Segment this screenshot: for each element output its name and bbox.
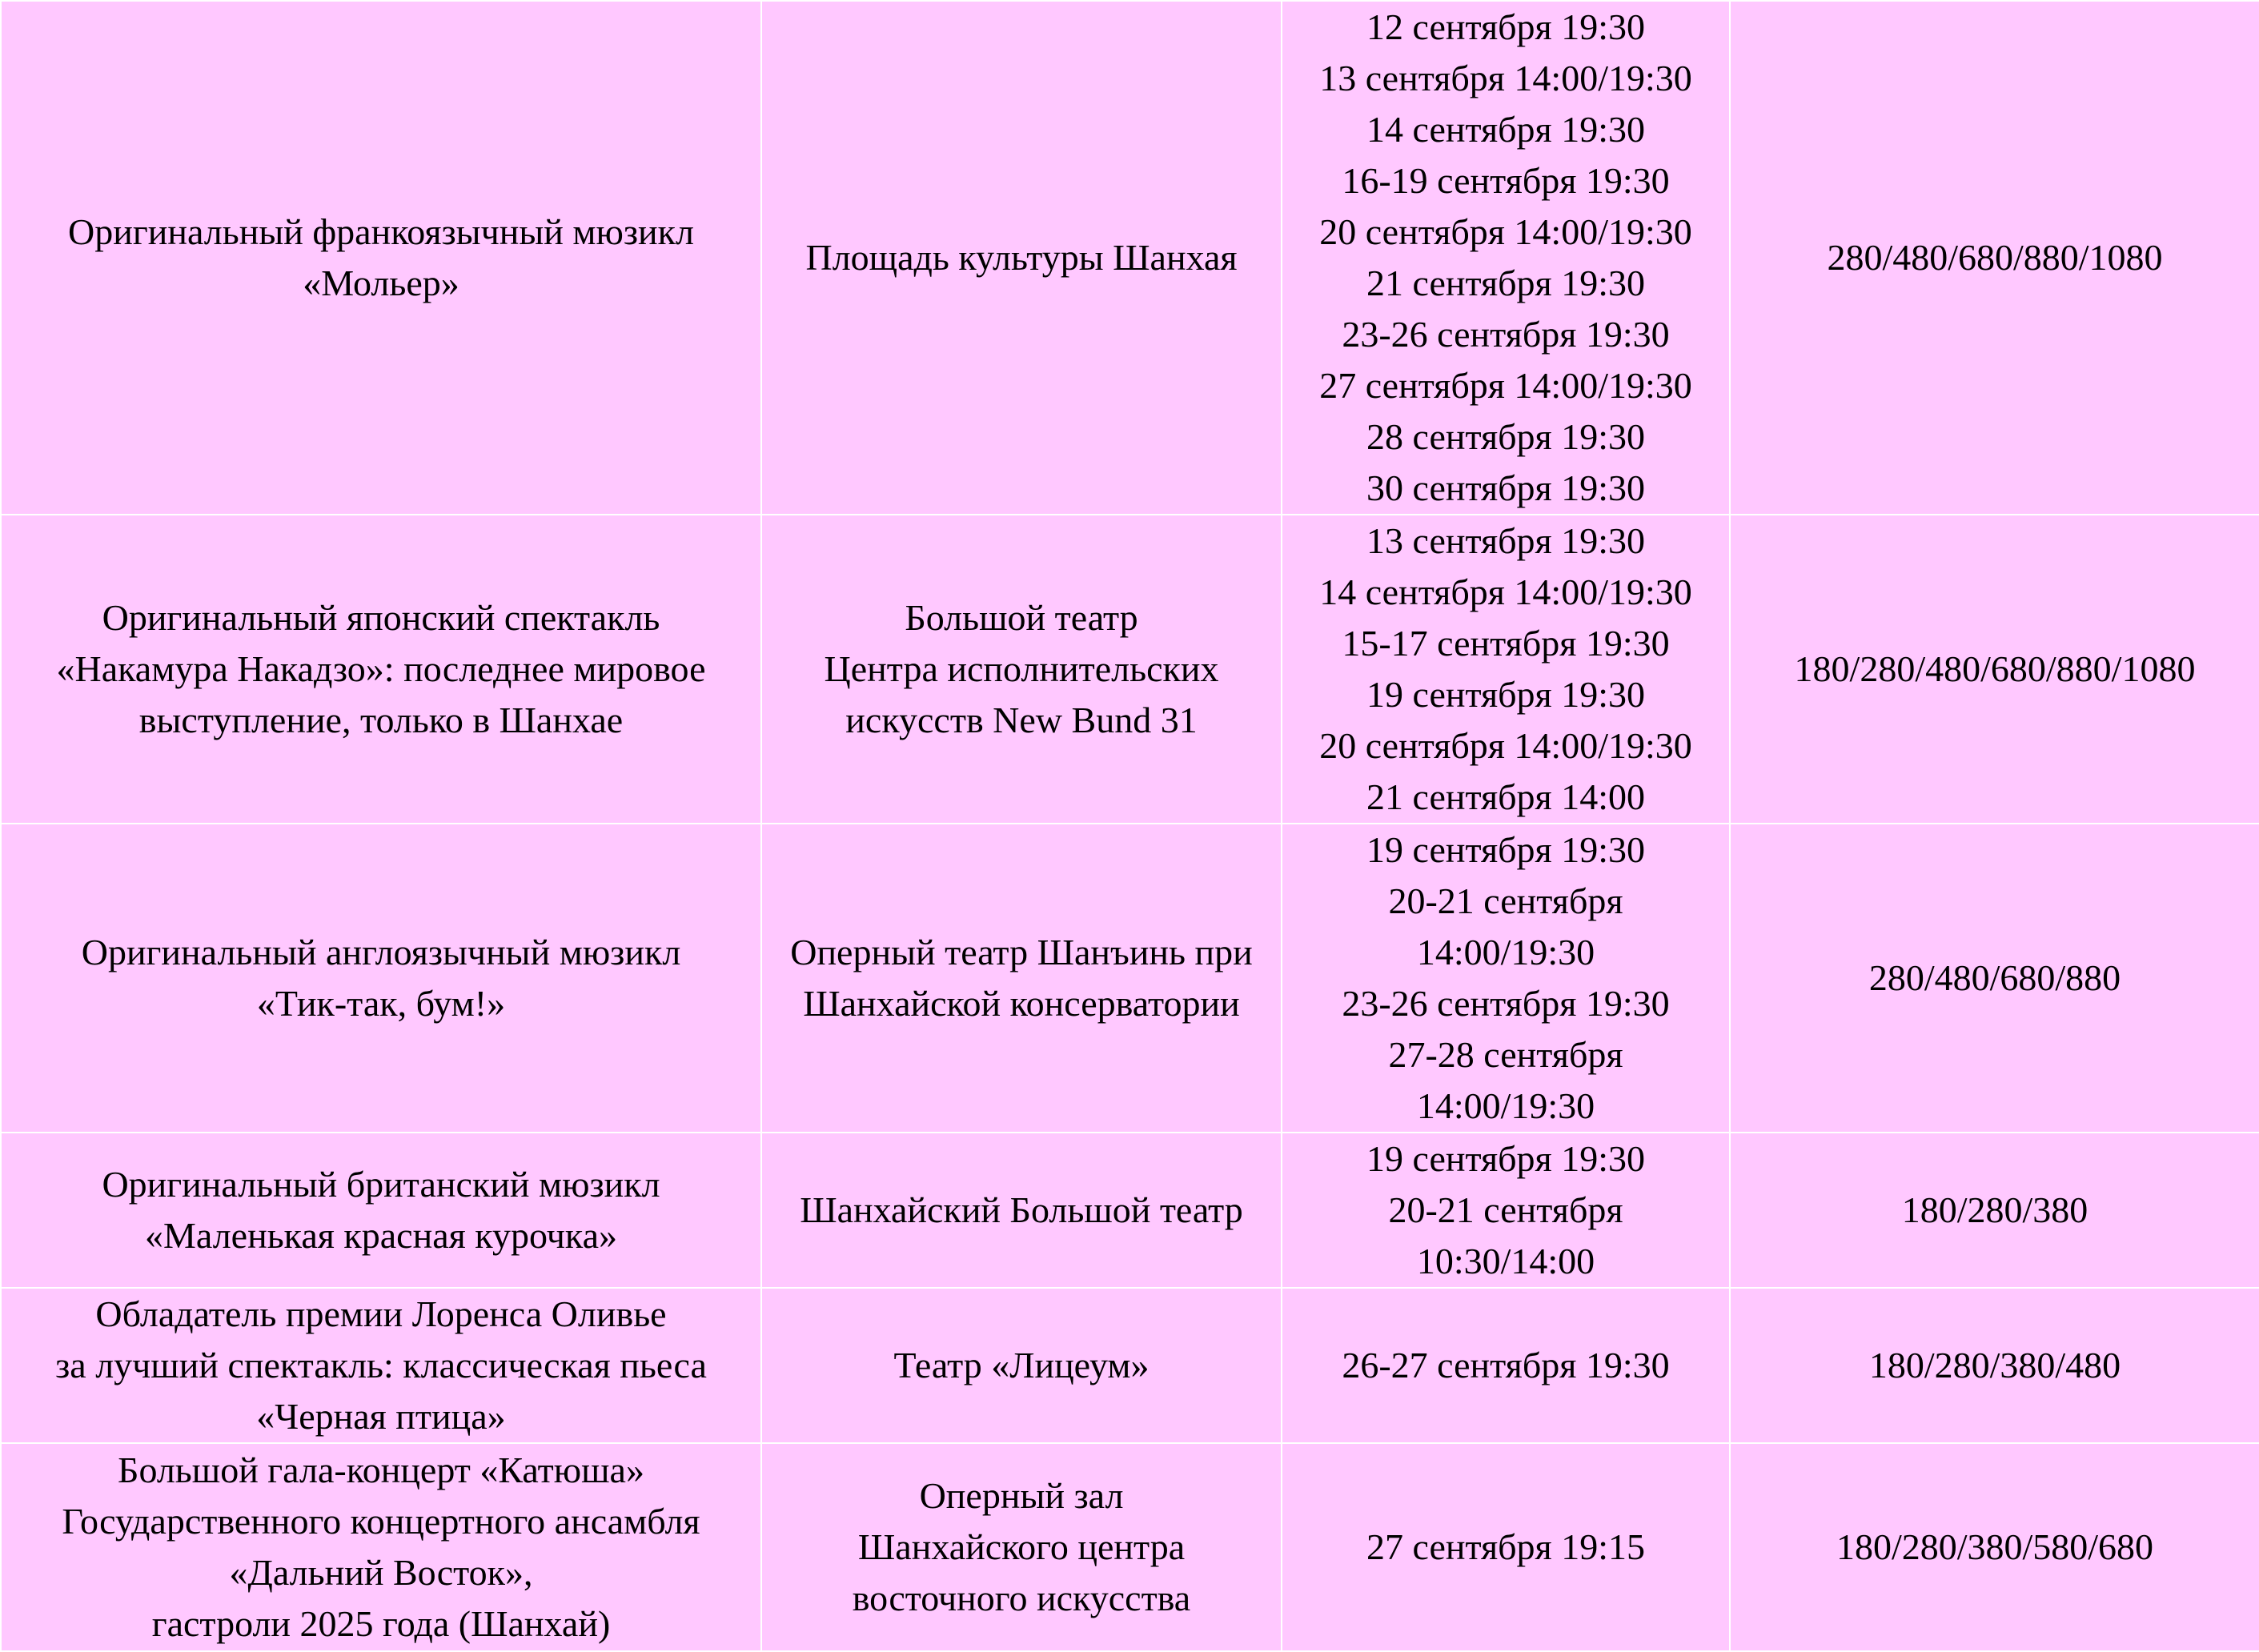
date-line: 23-26 сентября 19:30: [1342, 983, 1670, 1024]
date-line: 12 сентября 19:30: [1366, 6, 1645, 47]
table-row: [1, 1, 2259, 515]
date-line: 27-28 сентября: [1388, 1034, 1623, 1075]
date-line: 30 сентября 19:30: [1366, 467, 1645, 508]
venue-line: восточного искусства: [852, 1578, 1191, 1618]
date-line: 19 сентября 19:30: [1366, 674, 1645, 715]
title-line: «Мольер»: [303, 263, 459, 303]
price-text: 280/480/680/880/1080: [1827, 237, 2163, 278]
title-line: Государственного концертного ансамбля: [62, 1501, 700, 1542]
prices-cell: [1730, 515, 2259, 824]
venue-line: Шанхайской консерватории: [803, 983, 1240, 1024]
title-line: «Черная птица»: [256, 1396, 506, 1437]
title-line: Оригинальный англоязычный мюзикл: [81, 932, 681, 972]
title-line: Большой гала-концерт «Катюша»: [118, 1450, 644, 1490]
title-line: «Накамура Накадзо»: последнее мировое: [56, 648, 706, 689]
prices-cell: [1730, 1133, 2259, 1288]
title-line: «Маленькая красная курочка»: [144, 1215, 617, 1256]
venue-cell: [761, 1133, 1282, 1288]
performance-title-cell: [1, 1133, 761, 1288]
price-text: 180/280/380: [1901, 1189, 2088, 1230]
date-line: 27 сентября 19:15: [1366, 1526, 1645, 1567]
venue-line: Центра исполнительских: [824, 648, 1219, 689]
table-row: [1, 1288, 2259, 1443]
date-line: 14:00/19:30: [1416, 932, 1595, 972]
dates-cell: [1282, 1443, 1730, 1651]
venue-cell: [761, 1288, 1282, 1443]
date-line: 14 сентября 19:30: [1366, 109, 1645, 150]
venue-line: Большой театр: [905, 597, 1138, 638]
title-line: выступление, только в Шанхае: [138, 700, 624, 740]
date-line: 20 сентября 14:00/19:30: [1319, 725, 1692, 766]
performance-title-cell: [1, 824, 761, 1133]
dates-cell: [1282, 1, 1730, 515]
title-line: «Дальний Восток»,: [229, 1552, 533, 1593]
venue-cell: [761, 515, 1282, 824]
date-line: 13 сентября 19:30: [1366, 520, 1645, 561]
venue-line: искусств New Bund 31: [845, 700, 1198, 740]
price-text: 280/480/680/880: [1868, 957, 2121, 998]
date-line: 19 сентября 19:30: [1366, 829, 1645, 870]
date-line: 19 сентября 19:30: [1366, 1138, 1645, 1179]
venue-line: Театр «Лицеум»: [893, 1345, 1150, 1385]
date-line: 20-21 сентября: [1388, 1189, 1623, 1230]
title-line: Оригинальный японский спектакль: [102, 597, 660, 638]
prices-cell: [1730, 1, 2259, 515]
dates-cell: [1282, 824, 1730, 1133]
date-line: 23-26 сентября 19:30: [1342, 314, 1670, 355]
title-line: Оригинальный британский мюзикл: [102, 1164, 660, 1205]
title-line: «Тик-так, бум!»: [256, 983, 506, 1024]
date-line: 15-17 сентября 19:30: [1342, 623, 1670, 664]
venue-line: Шанхайского центра: [857, 1526, 1186, 1567]
date-line: 21 сентября 14:00: [1366, 776, 1645, 817]
venue-cell: [761, 824, 1282, 1133]
date-line: 14:00/19:30: [1416, 1085, 1595, 1126]
performance-title-cell: [1, 1288, 761, 1443]
prices-cell: [1730, 1443, 2259, 1651]
date-line: 27 сентября 14:00/19:30: [1319, 365, 1692, 406]
date-line: 13 сентября 14:00/19:30: [1319, 58, 1692, 98]
performance-title-cell: [1, 1, 761, 515]
date-line: 20-21 сентября: [1388, 880, 1623, 921]
date-line: 16-19 сентября 19:30: [1342, 160, 1670, 201]
title-line: Обладатель премии Лоренса Оливье: [95, 1293, 667, 1334]
price-text: 180/280/380/480: [1868, 1345, 2121, 1385]
title-line: гастроли 2025 года (Шанхай): [151, 1603, 611, 1644]
table-row: [1, 1443, 2259, 1651]
performance-title-cell: [1, 1443, 761, 1651]
date-line: 10:30/14:00: [1416, 1241, 1595, 1281]
table-row: [1, 515, 2259, 824]
dates-cell: [1282, 515, 1730, 824]
date-line: 21 сентября 19:30: [1366, 263, 1645, 303]
venue-line: Оперный зал: [919, 1475, 1124, 1516]
table-row: [1, 824, 2259, 1133]
venue-line: Оперный театр Шанъинь при: [790, 932, 1253, 972]
venue-line: Шанхайский Большой театр: [800, 1189, 1243, 1230]
venue-cell: [761, 1443, 1282, 1651]
date-line: 28 сентября 19:30: [1366, 416, 1645, 457]
dates-cell: [1282, 1288, 1730, 1443]
title-line: за лучший спектакль: классическая пьеса: [55, 1345, 707, 1385]
price-text: 180/280/480/680/880/1080: [1794, 648, 2196, 689]
date-line: 20 сентября 14:00/19:30: [1319, 211, 1692, 252]
title-line: Оригинальный франкоязычный мюзикл: [68, 211, 694, 252]
venue-line: Площадь культуры Шанхая: [805, 237, 1238, 278]
performance-title-cell: [1, 515, 761, 824]
date-line: 26-27 сентября 19:30: [1342, 1345, 1670, 1385]
prices-cell: [1730, 1288, 2259, 1443]
venue-cell: [761, 1, 1282, 515]
date-line: 14 сентября 14:00/19:30: [1319, 571, 1692, 612]
table-row: [1, 1133, 2259, 1288]
prices-cell: [1730, 824, 2259, 1133]
dates-cell: [1282, 1133, 1730, 1288]
price-text: 180/280/380/580/680: [1836, 1526, 2154, 1567]
